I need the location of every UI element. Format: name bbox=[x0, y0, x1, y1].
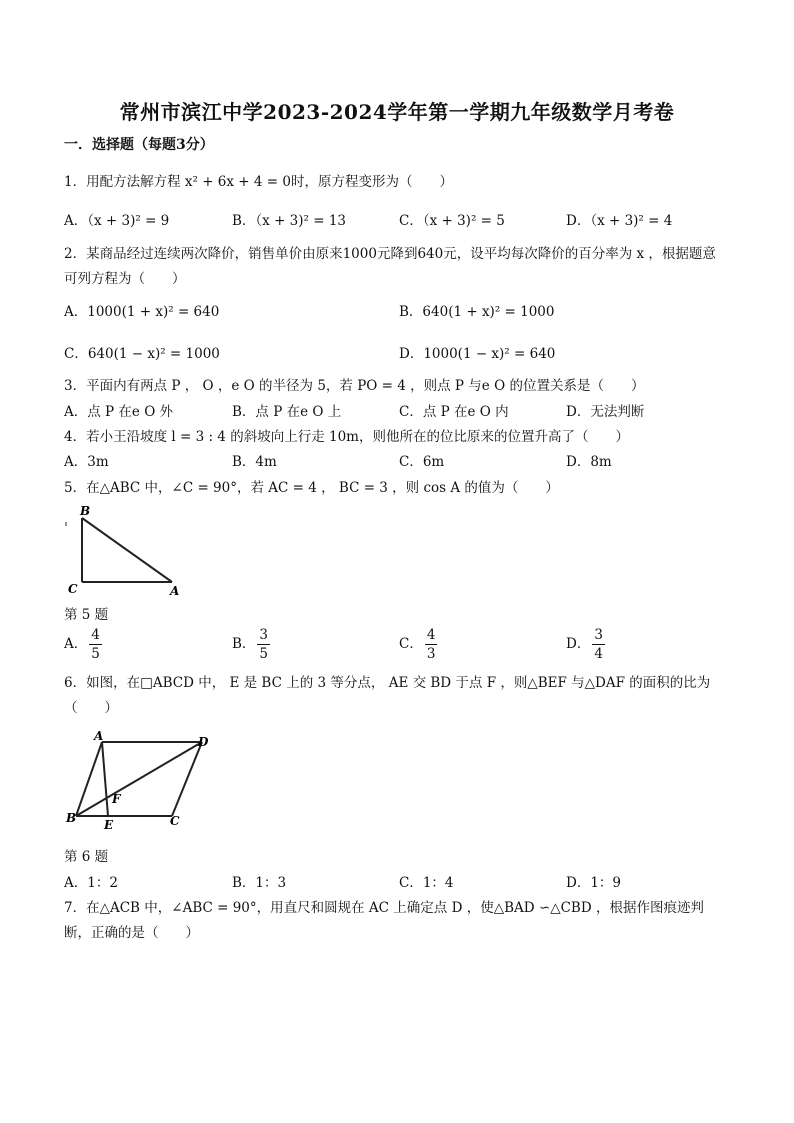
q5-option-a-fraction: $\frac{4}{5}$ bbox=[91, 627, 100, 662]
section-heading: 一．选择题（每题3分） bbox=[64, 137, 214, 153]
q2-option-d: D．1000(1 − x)² = 640 bbox=[399, 346, 556, 362]
q5-option-b-fraction: $\frac{3}{5}$ bbox=[259, 627, 269, 662]
q1-option-b: B．（x + 3)² = 13 bbox=[232, 213, 347, 229]
q3-option-a: A．点 P 在e O 外 bbox=[64, 404, 174, 420]
q6-option-a: A．1：2 bbox=[64, 875, 118, 891]
q6-option-c: C．1：4 bbox=[399, 875, 454, 891]
q4-option-b: B．4m bbox=[232, 454, 277, 470]
q3-option-c: C．点 P 在e O 内 bbox=[399, 404, 509, 420]
q2-option-b: B．640(1 + x)² = 1000 bbox=[399, 304, 555, 320]
q5-label-c: C bbox=[68, 582, 78, 596]
q2-stem-line2: 可列方程为（ ） bbox=[64, 271, 186, 287]
q2-option-a: A．1000(1 + x)² = 640 bbox=[64, 304, 220, 320]
q4-option-c: C．6m bbox=[399, 454, 445, 470]
q4-option-a: A．3m bbox=[64, 454, 109, 470]
q1-option-c: C．（x + 3)² = 5 bbox=[399, 213, 505, 229]
q5-option-b-letter: B． bbox=[232, 636, 256, 652]
q6-diagonal-bd bbox=[76, 742, 202, 816]
q1-stem: 1．用配方法解方程 x² + 6x + 4 = 0时，原方程变形为（ ） bbox=[64, 174, 453, 190]
q5-option-a-letter: A． bbox=[64, 636, 88, 652]
q6-side-ba bbox=[76, 742, 102, 816]
q5-side-ab bbox=[82, 518, 172, 582]
q6-segment-ae bbox=[102, 742, 108, 816]
q5-option-d-fraction: $\frac{3}{4}$ bbox=[594, 627, 603, 662]
q5-label-b: B bbox=[80, 504, 91, 518]
q6-label-b: B bbox=[66, 811, 77, 825]
q6-option-d: D．1：9 bbox=[566, 875, 622, 891]
q5-triangle-figure bbox=[62, 500, 192, 600]
q2-option-c: C．640(1 − x)² = 1000 bbox=[64, 346, 220, 362]
q6-option-b: B．1：3 bbox=[232, 875, 287, 891]
q3-stem: 3．平面内有两点 P ， O ，e O 的半径为 5，若 PO = 4 ，则点 P 与e O 的位置关系是（ ） bbox=[64, 378, 645, 394]
q3-option-b: B．点 P 在e O 上 bbox=[232, 404, 342, 420]
q4-option-d: D．8m bbox=[566, 454, 612, 470]
exam-title: 常州市滨江中学2023-2024学年第一学期九年级数学月考卷 bbox=[119, 100, 675, 124]
q4-stem: 4．若小王沿坡度 l = 3 : 4 的斜坡向上行走 10m，则他所在的位比原来的位置升高了（ ） bbox=[64, 429, 629, 445]
q7-stem-line2: 断，正确的是（ ） bbox=[64, 925, 199, 941]
q6-label-e: E bbox=[104, 818, 114, 832]
q6-label-c: C bbox=[170, 814, 180, 828]
q1-option-d: D．（x + 3)² = 4 bbox=[566, 213, 673, 229]
q1-option-a: A．（x + 3)² = 9 bbox=[64, 213, 170, 229]
q6-caption: 第 6 题 bbox=[64, 849, 109, 865]
q5-option-a bbox=[64, 626, 104, 663]
q2-stem-line1: 2．某商品经过连续两次降价，销售单价由原来1000元降到640元，设平均每次降价的百分率为 x ，根据题意 bbox=[64, 246, 716, 262]
q6-side-dc bbox=[172, 742, 202, 816]
q5-option-c bbox=[399, 626, 439, 663]
q5-stem: 5．在△ABC 中，∠C = 90°，若 AC = 4 ， BC = 3 ，则 cos A 的值为（ ） bbox=[64, 480, 559, 496]
q5-label-a: A bbox=[170, 584, 180, 598]
q3-option-d: D．无法判断 bbox=[566, 404, 645, 420]
q6-label-a: A bbox=[94, 729, 104, 743]
q5-option-b bbox=[232, 626, 272, 663]
q6-parallelogram-figure bbox=[62, 728, 222, 832]
q6-label-d: D bbox=[198, 735, 209, 749]
q5-option-c-letter: C． bbox=[399, 636, 423, 652]
q5-option-d bbox=[566, 626, 607, 663]
q5-option-d-letter: D． bbox=[566, 636, 591, 652]
q6-label-f: F bbox=[112, 792, 121, 806]
q5-caption: 第 5 题 bbox=[64, 607, 109, 623]
q6-stem-line2: （ ） bbox=[64, 700, 118, 716]
q5-option-c-fraction: $\frac{4}{3}$ bbox=[426, 627, 436, 662]
q7-stem-line1: 7．在△ACB 中，∠ABC = 90°，用直尺和圆规在 AC 上确定点 D ，使△BAD ∽△CBD ，根据作图痕迹判 bbox=[64, 900, 704, 916]
q6-stem-line1: 6．如图，在□ABCD 中， E 是 BC 上的 3 等分点， AE 交 BD 于点 F ，则△BEF 与△DAF 的面积的比为 bbox=[64, 675, 711, 691]
